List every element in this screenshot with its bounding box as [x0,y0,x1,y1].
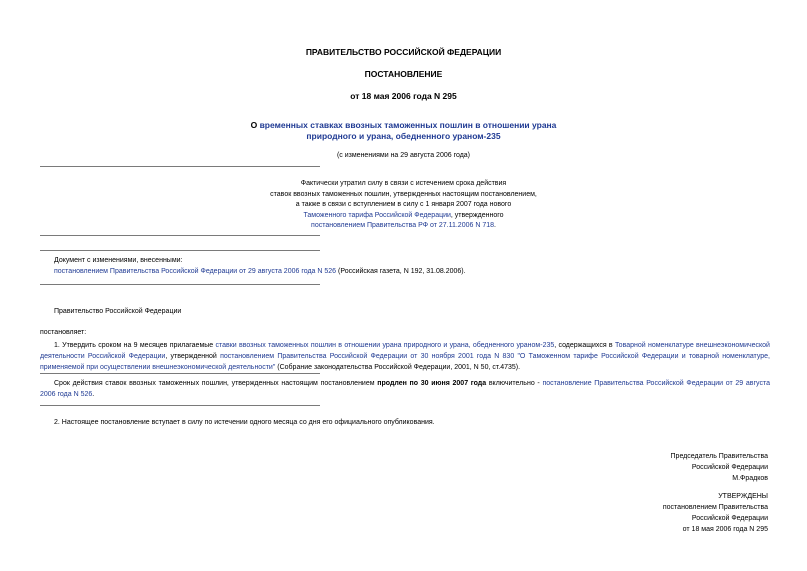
paragraph-2: 2. Настоящее постановление вступает в силу по истечении одного месяца со дня его официального опубликования. [54,419,435,426]
divider [40,373,320,374]
signature-line2: Российской Федерации [691,464,768,471]
expired-line1: Фактически утратил силу в связи с истечением срока действия [300,180,507,187]
p1-text-d: (Собрание законодательства Российской Федерации, 2001, N 50, ст.4735). [275,364,521,371]
uranium-rates-link[interactable]: ставки ввозных таможенных пошлин в отношении урана природного и урана, обедненного ураном-235 [215,342,555,349]
document-date-number: от 18 мая 2006 года N 295 [350,91,457,101]
amendments-note: (с изменениями на 29 августа 2006 года) [336,152,471,159]
paragraph-1 [40,340,770,373]
signature-name: М.Фрадков [732,475,768,482]
divider [40,166,320,167]
expired-line2: ставок ввозных таможенных пошлин, утвержденных настоящим постановлением, [270,190,537,198]
title-link-line1[interactable]: временных ставках ввозных таможенных пошлин в отношении урана [259,120,557,130]
changes-label: Документ с изменениями, внесенными: [54,257,183,264]
expired-note [0,179,807,232]
expired-line4-rest: , утвержденного [450,211,504,219]
p1-text-c: , утвержденной [165,353,221,360]
p2-text-a: Срок действия ставок ввозных таможенных пошлин, утвержденных настоящим постановлением [54,380,378,387]
document-type: ПОСТАНОВЛЕНИЕ [364,69,443,79]
approved-line4: от 18 мая 2006 года N 295 [682,526,768,533]
customs-tariff-link[interactable]: Таможенного тарифа Российской Федерации [303,211,451,219]
divider [40,250,320,251]
p1-text-a: 1. Утвердить сроком на 9 месяцев прилагаемые [54,342,216,349]
decree-526-link[interactable]: постановлением Правительства Российской Федерации от 29 августа 2006 года N 526 [54,268,337,275]
decree-830-link[interactable]: постановлением Правительства Российской Федерации от 30 ноября 2001 года N 830 "О Таможенном тарифе Российской Федерации и товарной номенклатуре, применяемой при осуществлении внешнеэкономической деятельности" [40,353,770,371]
signature-line1: Председатель Правительства [670,453,768,460]
decrees-word: постановляет: [40,329,87,336]
approved-block [663,491,768,535]
p2-text-c: . [92,391,95,398]
decree-526-link-2[interactable]: постановление Правительства Российской Федерации от 29 августа 2006 года N 526 [40,380,770,398]
divider [40,405,320,406]
expired-line5-rest: . [494,222,496,229]
expired-line3: а также в связи с вступлением в силу с 1 января 2007 года нового [295,201,512,208]
signature-block [671,451,768,484]
divider [40,284,320,285]
extension-date: продлен по 30 июня 2007 года [377,380,487,387]
title-link-line2[interactable]: природного и урана, обедненного ураном-235 [306,131,501,141]
title-prefix: О [250,120,260,130]
approved-line3: Российской Федерации [691,515,768,522]
government-subject: Правительство Российской Федерации [54,308,182,315]
changes-reference [54,268,466,275]
changes-rest: (Российская газета, N 192, 31.08.2006). [336,268,466,275]
approved-line1: УТВЕРЖДЕНЫ [718,493,768,500]
p1-text-b: , содержащихся в [554,342,615,349]
decree-718-link[interactable]: постановлением Правительства РФ от 27.11.2006 N 718 [311,222,494,229]
paragraph-extension [40,378,770,400]
divider [40,235,320,236]
government-heading: ПРАВИТЕЛЬСТВО РОССИЙСКОЙ ФЕДЕРАЦИИ [305,47,502,57]
commodity-nomenclature-link[interactable]: Товарной номенклатуре внешнеэкономической деятельности Российской Федерации [40,342,770,360]
approved-line2: постановлением Правительства [662,504,768,511]
document-title [0,120,807,142]
p2-text-b: включительно - [486,380,543,387]
